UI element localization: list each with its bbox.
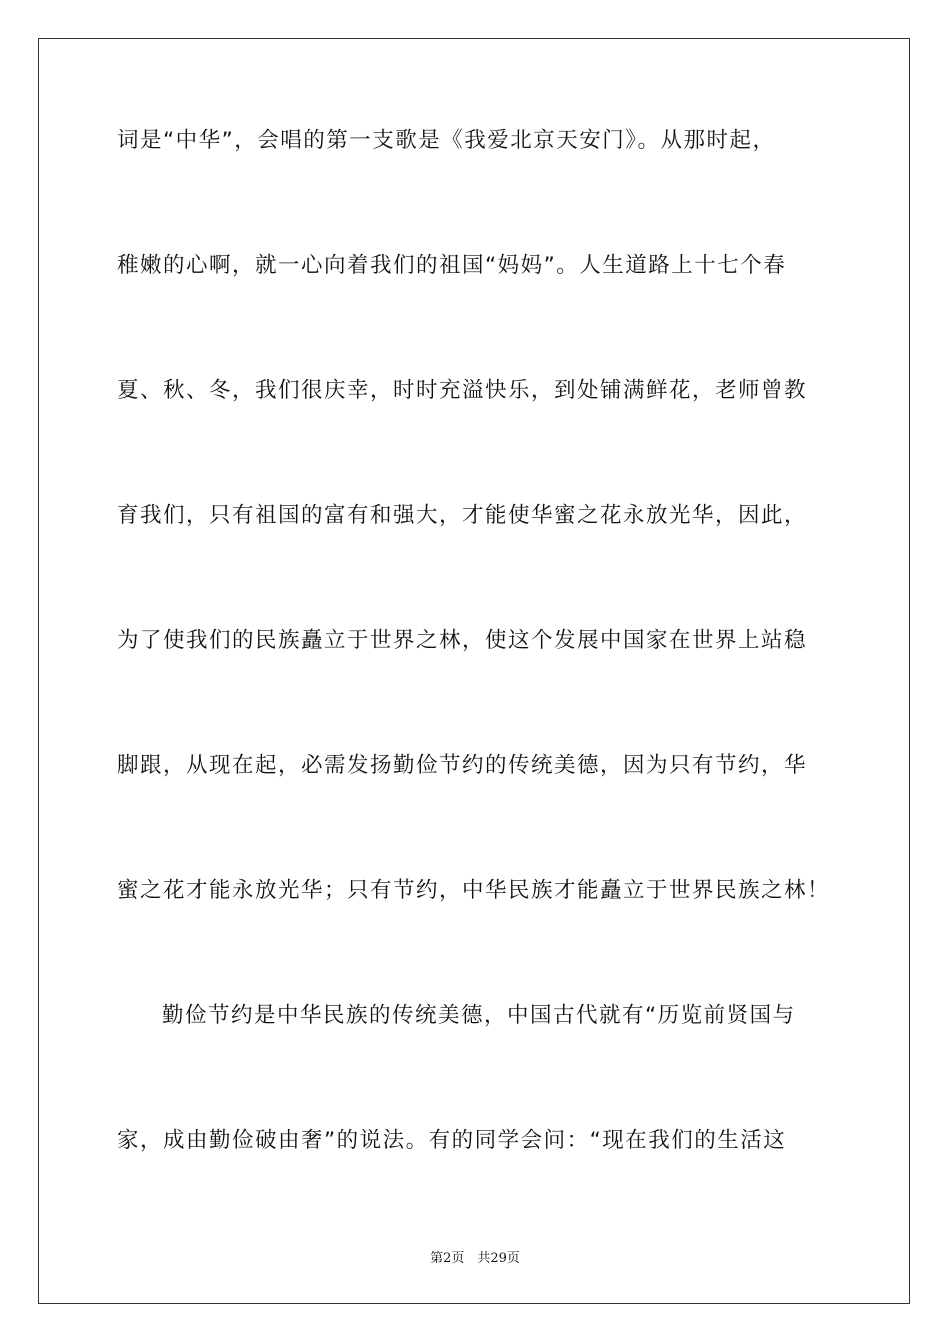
text-line: 蜜之花才能永放光华；只有节约，中华民族才能矗立于世界民族之林！	[117, 878, 831, 903]
text-line: 为了使我们的民族矗立于世界之林，使这个发展中国家在世界上站稳	[117, 628, 808, 653]
paragraph-start-line: 勤俭节约是中华民族的传统美德，中国古代就有“历览前贤国与	[162, 1003, 796, 1028]
page-footer	[0, 1247, 950, 1266]
page-number-label: 第2页 共29页	[430, 1251, 520, 1266]
text-line: 家，成由勤俭破由奢”的说法。有的同学会问：“现在我们的生活这	[117, 1128, 787, 1153]
text-line: 夏、秋、冬，我们很庆幸，时时充溢快乐，到处铺满鲜花，老师曾教	[117, 378, 808, 403]
document-body	[117, 120, 833, 1245]
text-line: 育我们，只有祖国的富有和强大，才能使华蜜之花永放光华，因此，	[117, 503, 808, 528]
text-line: 词是“中华”，会唱的第一支歌是《我爱北京天安门》。从那时起，	[117, 128, 776, 153]
text-line: 脚跟，从现在起，必需发扬勤俭节约的传统美德，因为只有节约，华	[117, 753, 808, 778]
text-line: 稚嫩的心啊，就一心向着我们的祖国“妈妈”。人生道路上十七个春	[117, 253, 787, 278]
